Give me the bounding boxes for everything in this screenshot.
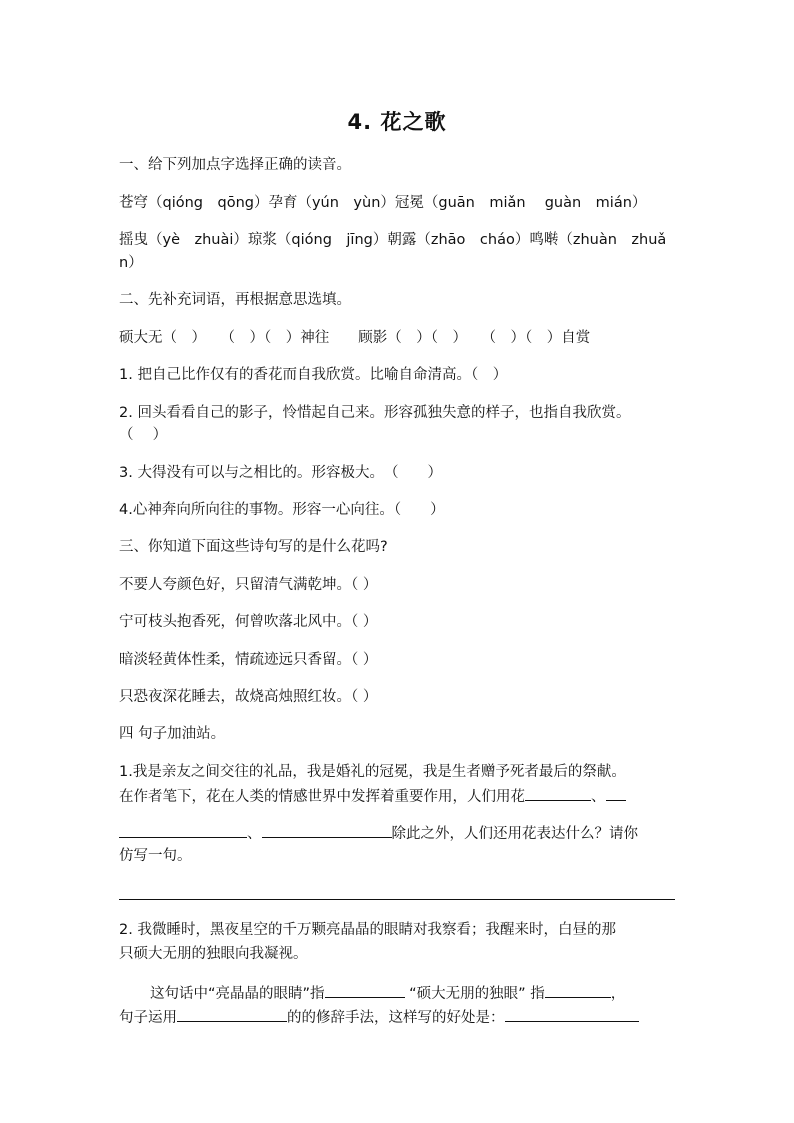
section4-q2-cont: 只硕大无朋的独眼向我凝视。: [119, 946, 308, 962]
answer-line[interactable]: [119, 899, 675, 900]
section2-q1: 1. 把自己比作仅有的香花而自我欣赏。比喻自命清高。（ ）: [119, 367, 508, 383]
q2-text: 句子运用: [119, 1010, 177, 1026]
section2-q2-cont: （ ）: [119, 427, 168, 443]
section4-q1-line2: [119, 785, 679, 807]
answer-blank[interactable]: [525, 785, 591, 801]
section2-words: 硕大无（ ） （ ）（ ）神往 顾影（ ）（ ） （ ）（ ）自赏: [119, 330, 591, 346]
poem-line-2: 宁可枝头抱香死，何曾吹落北风中。（ ）: [119, 614, 378, 630]
q2-text: “硕大无朋的独眼” 指: [409, 986, 545, 1002]
answer-blank[interactable]: [606, 785, 626, 801]
section4-q1-line3: [119, 822, 679, 844]
answer-blank[interactable]: [262, 822, 392, 838]
q2-text: 这句话中“亮晶晶的眼睛”指: [150, 986, 325, 1002]
poem-line-3: 暗淡轻黄体性柔，情疏迹远只香留。（ ）: [119, 652, 378, 668]
q2-text: ，: [610, 986, 626, 1002]
section2-q2: 2. 回头看看自己的影子，怜惜起自己来。形容孤独失意的样子，也指自我欣赏。: [119, 405, 631, 421]
answer-blank[interactable]: [177, 1006, 287, 1022]
section1-row2: 摇曳（yè zhuài）琼浆（qióng jīng）朝露（zhāo cháo）鸣啭（zhuàn zhuǎ: [119, 232, 667, 248]
section2-q3: 3. 大得没有可以与之相比的。形容极大。 （ ）: [119, 465, 442, 481]
poem-line-1: 不要人夸颜色好，只留清气满乾坤。（ ）: [119, 577, 378, 593]
q1-separator: 、: [247, 826, 262, 842]
section1-heading: 一、给下列加点字选择正确的读音。: [119, 157, 351, 173]
section1-row1: 苍穹（qióng qōng）孕育（yún yùn）冠冕（guān miǎn guàn mián）: [119, 195, 647, 211]
section4-q1: 1.我是亲友之间交往的礼品，我是婚礼的冠冕，我是生者赠予死者最后的祭献。: [119, 764, 626, 780]
poem-line-4: 只恐夜深花睡去，故烧高烛照红妆。（ ）: [119, 689, 378, 705]
section4-q2: 2. 我微睡时，黑夜星空的千万颗亮晶晶的眼睛对我察看；我醒来时，白昼的那: [119, 922, 616, 938]
section4-q2-line4: [119, 1006, 679, 1028]
answer-blank[interactable]: [119, 822, 247, 838]
q2-text: 的的修辞手法，这样写的好处是：: [287, 1010, 505, 1026]
section4-q1-line4: 仿写一句。: [119, 848, 192, 864]
answer-blank[interactable]: [545, 982, 611, 998]
section3-heading: 三、你知道下面这些诗句写的是什么花吗?: [119, 539, 388, 555]
q1-separator: 、: [591, 789, 606, 805]
section4-heading: 四 句子加油站。: [119, 726, 226, 742]
page-title: 4. 花之歌: [347, 110, 447, 134]
q1-text: 除此之外，人们还用花表达什么？请你: [391, 826, 638, 842]
section4-q2-line3: [150, 982, 710, 1004]
section2-q4: 4.心神奔向所向往的事物。形容一心向往。（ ）: [119, 502, 445, 518]
q1-text: 在作者笔下，花在人类的情感世界中发挥着重要作用，人们用花: [119, 789, 525, 805]
section2-heading: 二、先补充词语，再根据意思选填。: [119, 292, 351, 308]
answer-blank[interactable]: [505, 1006, 639, 1022]
section1-row2-cont: n）: [119, 255, 143, 271]
answer-blank[interactable]: [325, 982, 405, 998]
